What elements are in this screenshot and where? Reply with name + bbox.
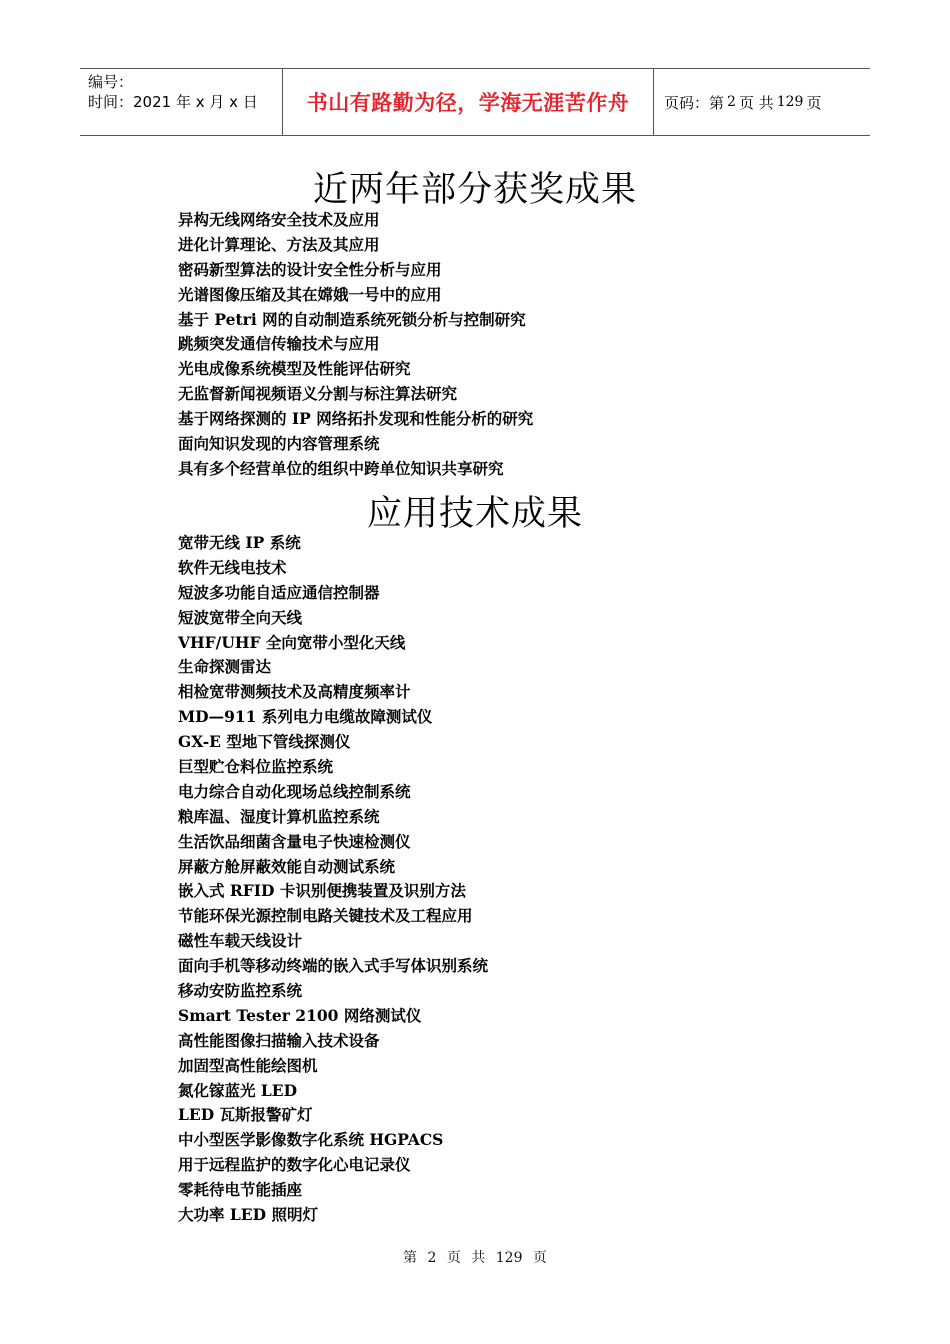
list-item: 无监督新闻视频语义分割与标注算法研究 [178,384,458,404]
page-current: 2 [727,94,736,110]
header-meta [80,69,282,135]
list-item: 加固型高性能绘图机 [178,1055,318,1075]
list-item: MD—911 系列电力电缆故障测试仪 [178,707,433,727]
list-item: 短波多功能自适应通信控制器 [178,582,380,602]
list-item: 氮化镓蓝光 LED [178,1080,298,1100]
page-total: 129 [776,94,804,110]
list-item: 磁性车载天线设计 [178,931,303,951]
list-item: GX-E 型地下管线探测仪 [178,732,351,752]
list-item: 面向知识发现的内容管理系统 [178,434,380,454]
list-item: 移动安防监控系统 [178,981,303,1001]
list-item: 生命探测雷达 [178,657,272,677]
list-item: 粮库温、湿度计算机监控系统 [178,806,380,826]
list-item: 基于网络探测的 IP 网络拓扑发现和性能分析的研究 [178,409,534,429]
page-label-mid: 页 共 [738,93,774,112]
list-item: 异构无线网络安全技术及应用 [178,210,380,229]
list-item: 高性能图像扫描输入技术设备 [178,1030,380,1050]
list-item: 光电成像系统模型及性能评估研究 [178,359,411,379]
section-title-applied-tech: 应用技术成果 [366,494,583,534]
list-item: 面向手机等移动终端的嵌入式手写体识别系统 [178,956,489,976]
header-page-info [654,69,870,135]
list-item: 密码新型算法的设计安全性分析与应用 [178,259,442,279]
list-item: 光谱图像压缩及其在嫦娥一号中的应用 [178,284,442,304]
list-item: VHF/UHF 全向宽带小型化天线 [178,632,406,652]
list-item: LED 瓦斯报警矿灯 [178,1105,313,1125]
number-label: 编号： [88,73,134,91]
list-item: 屏蔽方舱屏蔽效能自动测试系统 [178,856,396,876]
list-item: 进化计算理论、方法及其应用 [178,234,380,254]
list-item: Smart Tester 2100 网络测试仪 [178,1005,422,1025]
list-item: 嵌入式 RFID 卡识别便携装置及识别方法 [178,881,466,901]
time-label: 时间：2021 年 x 月 x 日 [88,93,258,111]
list-item: 跳频突发通信传输技术与应用 [178,334,380,354]
list-item: 基于 Petri 网的自动制造系统死锁分析与控制研究 [178,309,526,329]
list-item: 巨型贮仓料位监控系统 [178,757,334,777]
list-item: 节能环保光源控制电路关键技术及工程应用 [178,906,473,926]
applied-tech-list [178,531,488,1228]
list-item: 生活饮品细菌含量电子快速检测仪 [178,831,411,851]
awards-list [178,208,533,482]
list-item: 具有多个经营单位的组织中跨单位知识共享研究 [178,458,504,478]
list-item: 相检宽带测频技术及高精度频率计 [178,682,411,702]
list-item: 电力综合自动化现场总线控制系统 [178,781,411,801]
list-item: 软件无线电技术 [178,557,287,577]
page-footer: 第 2 页 共 129 页 [403,1250,547,1266]
page-label-suffix: 页 [806,93,822,112]
list-item: 用于远程监护的数字化心电记录仪 [178,1155,411,1175]
list-item: 大功率 LED 照明灯 [178,1205,318,1225]
page-label-prefix: 页码：第 [664,93,725,112]
list-item: 宽带无线 IP 系统 [178,533,301,552]
list-item: 中小型医学影像数字化系统 HGPACS [178,1130,444,1150]
list-item: 短波宽带全向天线 [178,607,303,627]
header-motto: 书山有路勤为径，学海无涯苦作舟 [282,69,654,135]
document-header [80,68,870,136]
list-item: 零耗待电节能插座 [178,1180,303,1200]
section-title-awards: 近两年部分获奖成果 [312,170,637,210]
